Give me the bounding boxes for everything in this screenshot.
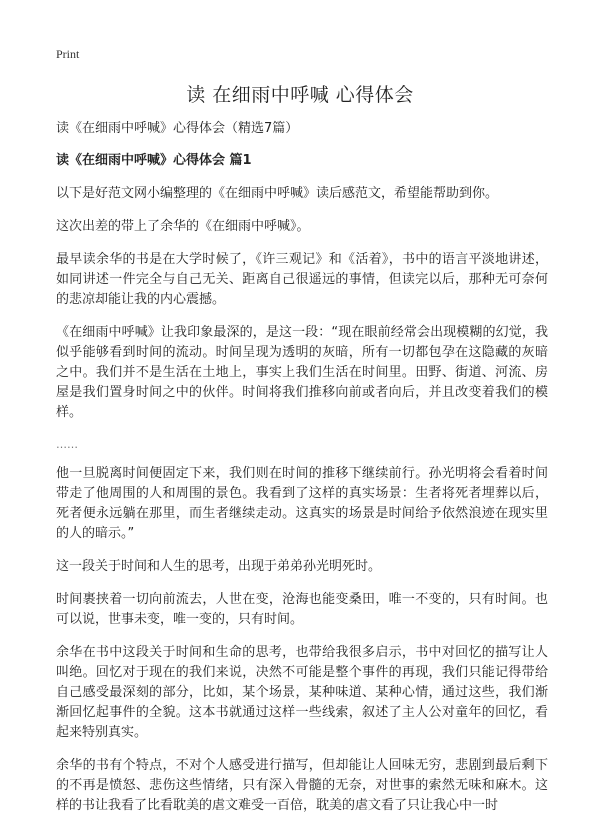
paragraph: 最早读余华的书是在大学时候了，《许三观记》和《活着》，书中的语言平淡地讲述，如同讲述一件完全与自己无关、距离自己很遥远的事情，但读完以后，那种无可奈何的悲凉却能让我的内心震撼。 [56, 252, 548, 307]
page-title: 读 在细雨中呼喊 心得体会 [186, 84, 414, 106]
paragraph: 时间裹挟着一切向前流去，人世在变，沧海也能变桑田，唯一不变的，只有时间。也可以说，世事未变，唯一变的，只有时间。 [56, 592, 548, 627]
paragraph: 余华在书中这段关于时间和生命的思考，也带给我很多启示，书中对回忆的描写让人叫绝。回忆对于现在的我们来说，决然不可能是整个事件的再现，我们只能记得带给自己感受最深刻的部分，比如，某个场景，某种味道、某种心情，通过这些，我们渐渐回忆起事件的全貌。这本书就通过这样一些线索，叙述了主人公对童年的回忆，看起来特别真实。 [56, 645, 548, 740]
section-heading: 读《在细雨中呼喊》心得体会 篇1 [56, 153, 252, 168]
paragraph: 《在细雨中呼喊》让我印象最深的，是这一段：“现在眼前经常会出现模糊的幻觉，我似乎能够看到时间的流动。时间呈现为透明的灰暗，所有一切都包孕在这隐藏的灰暗之中。我们并不是生活在土地上，事实上我们生活在时间里。田野、街道、河流、房屋是我们置身时间之中的伙伴。时间将我们推移向前或者向后，并且改变着我们的模样。 [56, 325, 548, 420]
paragraph: 这次出差的带上了余华的《在细雨中呼喊》。 [56, 219, 310, 234]
ellipsis-separator: …… [56, 438, 78, 451]
print-link[interactable]: Print [56, 47, 80, 61]
article-body [56, 120, 548, 829]
paragraph: 这一段关于时间和人生的思考，出现于弟弟孙光明死时。 [56, 559, 382, 574]
paragraph: 他一旦脱离时间便固定下来，我们则在时间的推移下继续前行。孙光明将会看着时间带走了他周围的人和周围的景色。我看到了这样的真实场景：生者将死者埋葬以后，死者便永远躺在那里，而生者继续走动。这真实的场景是时间给予依然浪迹在现实里的人的暗示。” [56, 466, 548, 541]
paragraph: 以下是好范文网小编整理的《在细雨中呼喊》读后感范文，希望能帮助到你。 [56, 186, 499, 201]
paragraph: 余华的书有个特点，不对个人感受进行描写，但却能让人回味无穷，悲剧到最后剩下的不再是愤怒、悲伤这些情绪，只有深入骨髓的无奈，对世事的索然无味和麻木。这样的书让我看了比看耽美的虐文难受一百倍，耽美的虐文看了只让我心中一时 [56, 758, 548, 813]
article-subtitle: 读《在细雨中呼喊》心得体会（精选7篇） [56, 121, 299, 136]
